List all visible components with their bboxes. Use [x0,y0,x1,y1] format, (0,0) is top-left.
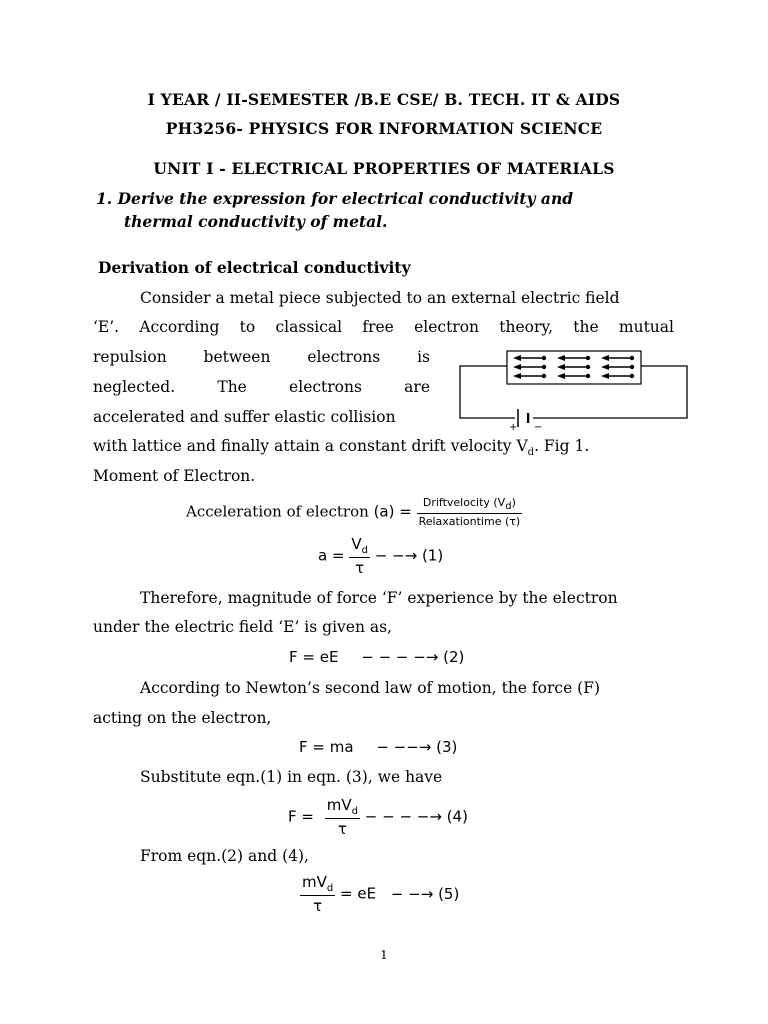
acceleration-fraction: $\frac{Driftvelocity (V_d)}{\text{Relaxationtime (τ)}}$ [418,496,521,529]
equation-2: F = eE − − − −→ (2) [289,648,465,666]
paragraph-line: Therefore, magnitude of force ‘F’ experience by the electron [140,589,618,607]
paragraph-line: Moment of Electron. [93,467,256,485]
drift-text: with lattice and finally attain a constant drift velocity V [93,437,528,455]
equation-5: $\frac{mV_d}{\tau}$ = eE − −→ (5) [302,873,460,915]
electron-dot [542,365,546,369]
question-number: 1. [96,189,113,208]
subject-title: PH3256- PHYSICS FOR INFORMATION SCIENCE [165,119,603,138]
eq5-tag: − −→ (5) [390,884,460,903]
section-heading: Derivation of electrical conductivity [98,258,411,277]
eq4-tag: − − − −→ (4) [364,807,468,826]
electron-dot [586,356,590,360]
eq3-tag: − −−→ (3) [376,738,458,756]
page-number: 1 [380,948,388,962]
equation-1: a = $\frac{V_d}{\tau}$ − −→ (1) [318,535,444,577]
paragraph-line: Consider a metal piece subjected to an external electric field [140,289,620,307]
battery-minus-label: − [534,422,543,432]
acceleration-denominator: Relaxationtime (τ) [418,515,521,529]
paragraph-line: acting on the electron, [93,709,272,727]
electron-dot [542,356,546,360]
battery-plus-label: + [509,422,518,432]
electron-arrows [513,355,634,379]
paragraph-line-drift [93,437,589,458]
electron-dot [630,365,634,369]
electron-dot [630,356,634,360]
eq2-tag: − − − −→ (2) [361,648,465,666]
equation-3: F = ma − −−→ (3) [299,738,458,756]
eq4-fraction: $\frac{mV_d}{\tau}$ [326,796,358,838]
paragraph-line: neglected. The electrons are [93,378,430,396]
paragraph-line: Substitute eqn.(1) in eqn. (3), we have [140,768,443,786]
eq1-tag: − −→ (1) [374,546,444,565]
electron-dot [586,374,590,378]
electron-motion-figure [455,348,695,432]
question-text-1: Derive the expression for electrical conductivity and [117,189,574,208]
paragraph-line: under the electric field ‘E’ is given as, [93,618,392,636]
question-line-1 [96,189,573,208]
unit-title: UNIT I - ELECTRICAL PROPERTIES OF MATERIALS [153,159,615,178]
eq5-fraction: $\frac{mV_d}{\tau}$ [302,873,334,915]
acceleration-symbol: (a) = [373,502,412,521]
acceleration-definition [186,496,522,528]
acceleration-numerator: Driftvelocity (V [422,496,506,509]
drift-subscript: d [527,447,535,459]
course-header: I YEAR / II-SEMESTER /B.E CSE/ B. TECH. IT & AIDS [147,90,621,109]
electron-dot [586,365,590,369]
fig-reference: . Fig 1. [534,437,590,455]
acceleration-label: Acceleration of electron [186,502,369,521]
electron-dot [630,374,634,378]
question-text-2: thermal conductivity of metal. [124,212,388,231]
paragraph-line: ‘E’. According to classical free electron theory, the mutual [93,318,674,336]
paragraph-line: According to Newton’s second law of motion, the force (F) [140,679,601,697]
electron-dot [542,374,546,378]
eq1-fraction: $\frac{V_d}{\tau}$ [351,535,368,577]
paragraph-line: accelerated and suffer elastic collision [93,408,396,426]
paragraph-line: repulsion between electrons is [93,348,430,366]
paragraph-line: From eqn.(2) and (4), [140,847,309,865]
equation-4: F = $\frac{mV_d}{\tau}$ − − − −→ (4) [288,796,468,838]
